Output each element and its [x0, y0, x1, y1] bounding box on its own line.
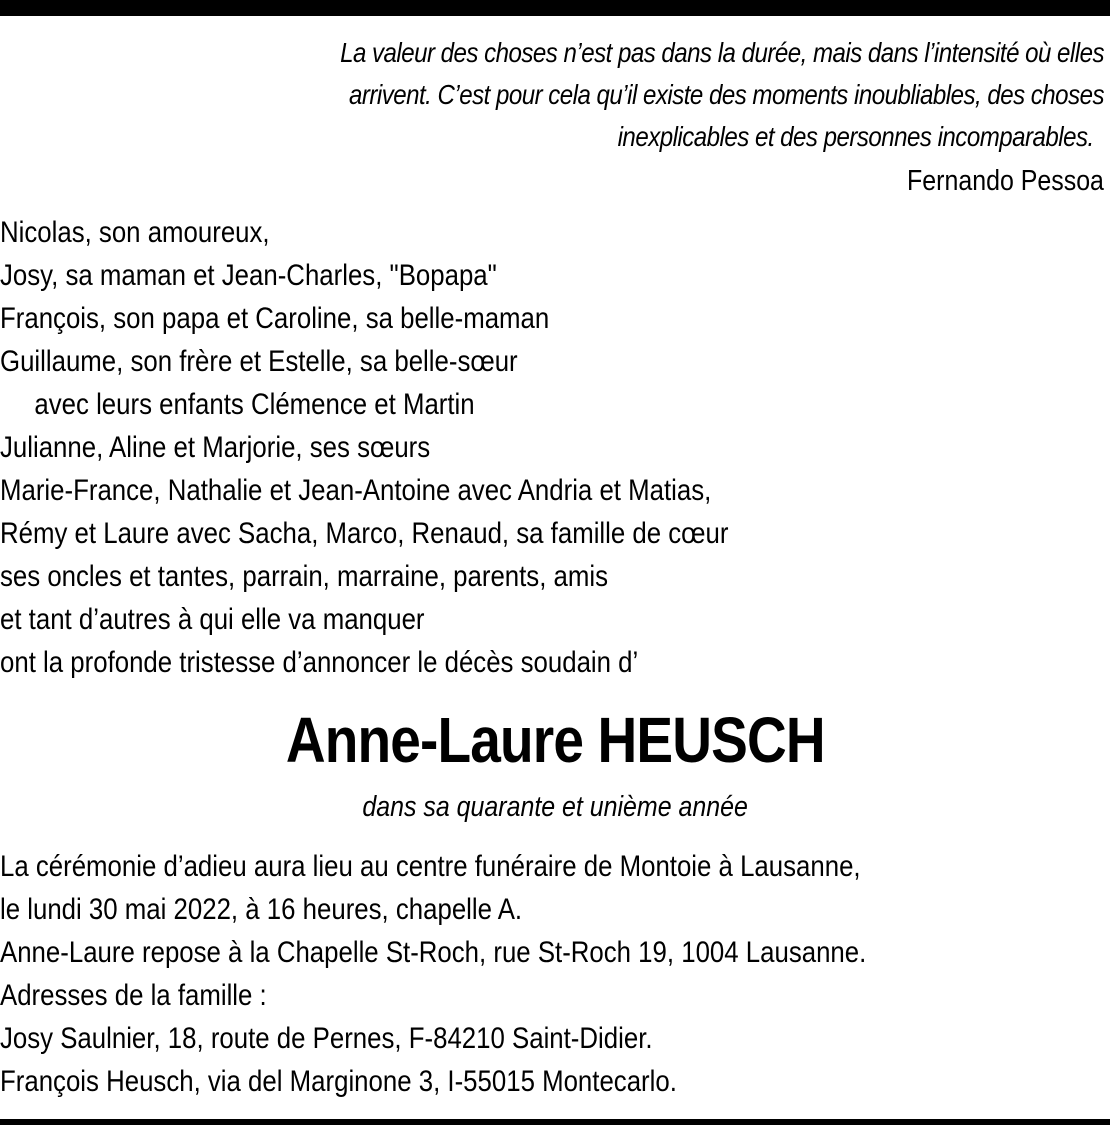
details-line: François Heusch, via del Marginone 3, I-55015 Montecarlo. — [0, 1065, 677, 1098]
deceased-age-line — [0, 786, 1110, 828]
family-line: Guillaume, son frère et Estelle, sa belle-sœur — [0, 345, 518, 378]
details-line: Josy Saulnier, 18, route de Pernes, F-84210 Saint-Didier. — [0, 1022, 653, 1055]
family-announcement — [0, 211, 728, 684]
quote-line: La valeur des choses n’est pas dans la durée, mais dans l’intensité où elles — [340, 37, 1104, 68]
details-line: Anne-Laure repose à la Chapelle St-Roch, rue St-Roch 19, 1004 Lausanne. — [0, 936, 867, 969]
family-line: Marie-France, Nathalie et Jean-Antoine avec Andria et Matias, — [0, 474, 712, 507]
family-line: François, son papa et Caroline, sa belle-maman — [0, 302, 550, 335]
family-line: avec leurs enfants Clémence et Martin — [34, 388, 475, 421]
family-line: Josy, sa maman et Jean-Charles, "Bopapa" — [0, 259, 497, 292]
family-line: Nicolas, son amoureux, — [0, 216, 270, 249]
family-line: ont la profonde tristesse d’annoncer le décès soudain d’ — [0, 646, 639, 679]
details-line: le lundi 30 mai 2022, à 16 heures, chapelle A. — [0, 893, 523, 926]
deceased-age-text: dans sa quarante et unième année — [362, 791, 748, 823]
family-line: ses oncles et tantes, parrain, marraine, parents, amis — [0, 560, 609, 593]
family-line: et tant d’autres à qui elle va manquer — [0, 603, 425, 636]
quote-line: inexplicables et des personnes incomparables. — [617, 121, 1094, 152]
quote-author: Fernando Pessoa — [907, 165, 1104, 197]
deceased-name-text: Anne-Laure HEUSCH — [285, 704, 825, 776]
top-border-rule — [0, 0, 1110, 16]
epigraph-quote — [192, 32, 1104, 158]
ceremony-details — [0, 845, 866, 1103]
family-line: Julianne, Aline et Marjorie, ses sœurs — [0, 431, 431, 464]
details-line: La cérémonie d’adieu aura lieu au centre funéraire de Montoie à Lausanne, — [0, 850, 861, 883]
quote-line: arrivent. C’est pour cela qu’il existe des moments inoubliables, des choses — [348, 79, 1104, 110]
bottom-border-rule — [0, 1119, 1110, 1125]
family-line: Rémy et Laure avec Sacha, Marco, Renaud, sa famille de cœur — [0, 517, 729, 550]
deceased-name — [0, 700, 1110, 780]
details-line: Adresses de la famille : — [0, 979, 267, 1012]
